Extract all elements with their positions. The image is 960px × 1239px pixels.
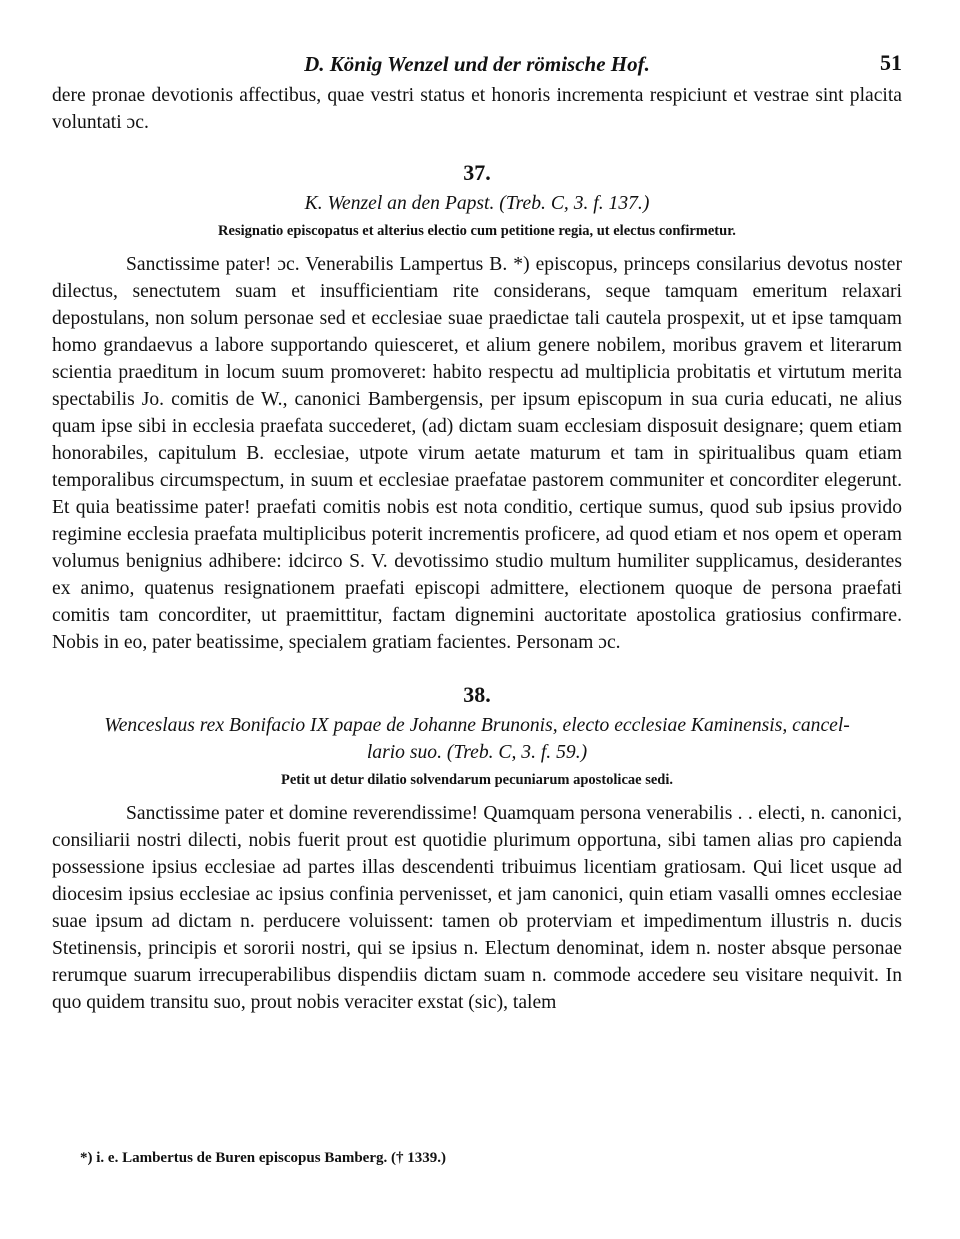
letter-38 — [52, 682, 902, 1016]
page-number: 51 — [880, 50, 902, 75]
running-title: D. König Wenzel und der römische Hof. — [304, 52, 650, 76]
document-page — [52, 48, 902, 1016]
letter-heading — [52, 712, 902, 766]
letter-heading-line: Wenceslaus rex Bonifacio IX papae de Johanne Brunonis, electo ecclesiae Kaminensis, cancel- — [104, 715, 850, 736]
letter-body: Sanctissime pater et domine reverendissime! Quamquam persona venerabilis . . electi, n. canonici, consiliarii nostri dilecti, nobis fuerit prout est quotidie plurimum opportuna, sibi tamen alias pro capienda possessione ipsius ecclesiae ad partes illas descendenti tribuimus licentiam gratiosam. Qui licet usque ad diocesim ipsius ecclesiae ac ipsius confinia pervenisset, et jam canonici, quin etiam vasalli omnes ecclesiae suae ipsum ad dictam n. perducere voluissent: tamen ob proterviam et impedimentum illustris n. ducis Stetinensis, principis et sororii nostri, qui se ipsius n. Electum denominat, idem n. noster absque personae rerumque suarum irrecuperabilibus dispendiis dictam suam n. commode accedere seu visitare nequivit. In quo quidem transitu suo, prout nobis veraciter exstat (sic), talem — [52, 803, 902, 1013]
running-head — [52, 48, 902, 82]
letter-number: 38. — [463, 682, 491, 707]
intro-paragraph: dere pronae devotionis affectibus, quae vestri status et honoris incrementa respiciunt et vestrae sint placita voluntati ɔc. — [52, 85, 902, 133]
letter-summary: Petit ut detur dilatio solvendarum pecuniarum apostolicae sedi. — [280, 772, 674, 788]
letter-37 — [52, 160, 902, 656]
letter-summary: Resignatio episcopatus et alterius electio cum petitione regia, ut electus confirmetur. — [218, 223, 736, 239]
letter-body: Sanctissime pater! ɔc. Venerabilis Lampertus B. *) episcopus, princeps consilarius devotus noster dilectus, senectutem suam et insufficientiam rite considerans, seque tamquam emeritum relaxari depostulans, non solum personae sed et ecclesiae suae praedictae tali cautela prospexit, ut et ipse tamquam homo grandaevus a labore supportando quiesceret, et alium genere nobilem, moribus gravem et literarum scientia praeditum in locum suum promoveret: habito respectu ad multiplicia probitatis et virtutum merita spectabilis Jo. comitis de W., canonici Bambergensis, per ipsum episcopum in sua curia educati, ne alius quam ipse sibi in ecclesia praefata succederet, (ad) dictam suam ecclesiam disposuit designare; quem etiam honorabiles, capitulum B. ecclesiae, utpote virum aetate maturum et tam in spiritualibus quam etiam temporalibus circumspectum, in suum et ecclesiae praefatae pastorem communiter et concorditer elegerunt. Et quia beatissime pater! praefati comitis nobis est nota conditio, certique sumus, quod sub ipsius provido regimine ecclesia praefata multiplicibus poterit incrementis proficere, ad quod etiam et nos opem et operam volumus benignius adhibere: idcirco S. V. devotissimo studio multum humiliter supplicamus, desiderantes ex animo, quatenus resignationem praefati episcopi admittere, electionem quoque de persona praefati comitis tam concorditer, ut praemittitur, factam dignemini auctoritate apostolica gratiosius confirmare. Nobis in eo, pater beatissime, specialem gratiam facientes. Personam ɔc. — [52, 254, 902, 653]
footnote: *) i. e. Lambertus de Buren episcopus Bamberg. († 1339.) — [80, 1150, 446, 1166]
letter-heading-line: lario suo. (Treb. C, 3. f. 59.) — [366, 742, 588, 763]
letter-heading: K. Wenzel an den Papst. (Treb. C, 3. f. 137.) — [304, 193, 650, 214]
letter-number: 37. — [463, 160, 491, 185]
